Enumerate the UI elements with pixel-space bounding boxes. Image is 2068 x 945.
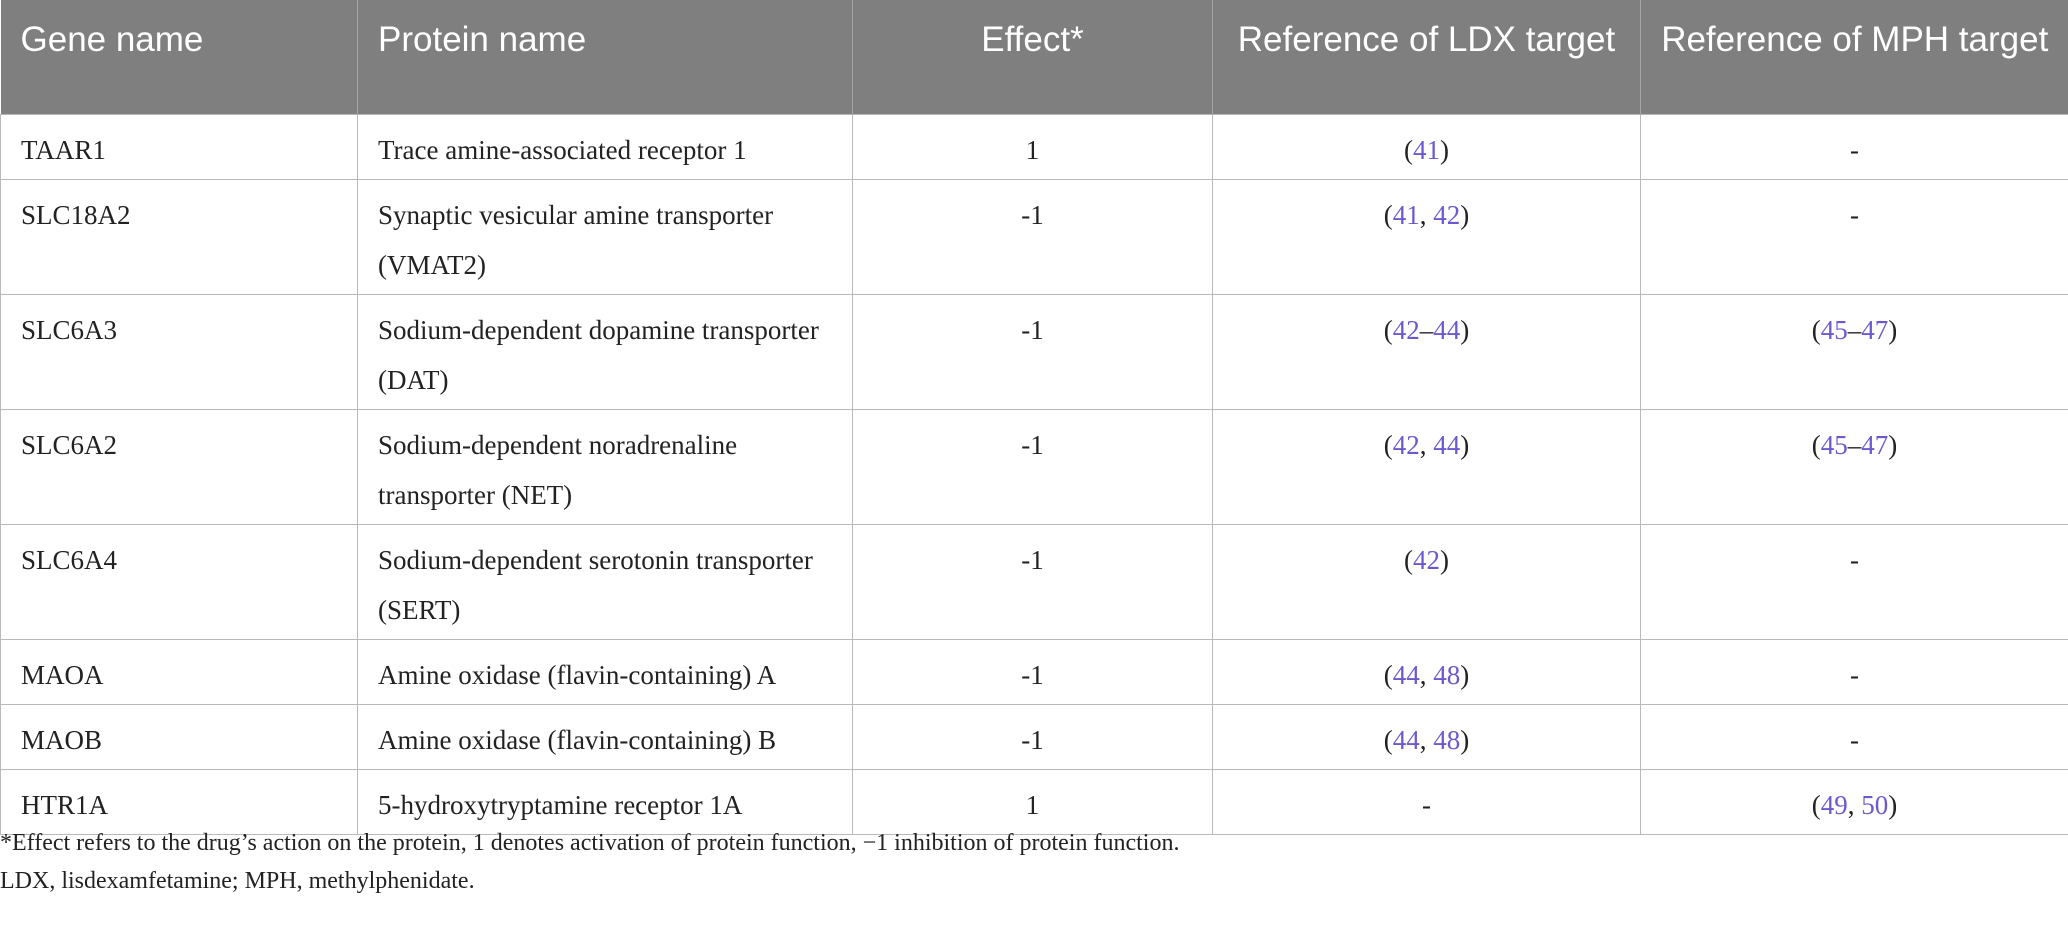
ldx-reference-cell: (44, 48): [1213, 704, 1641, 769]
reference-link[interactable]: 44: [1433, 314, 1461, 345]
protein-cell: Sodium-dependent dopamine transporter (DAT): [358, 294, 853, 409]
protein-cell: Amine oxidase (flavin-containing) A: [358, 639, 853, 704]
header-row: [1, 0, 2068, 114]
mph-reference-cell: -: [1641, 114, 2068, 179]
abbreviations-footnote: LDX, lisdexamfetamine; MPH, methylphenidate.: [0, 868, 475, 894]
header-gene-name: Gene name: [1, 0, 358, 114]
gene-cell: SLC6A4: [1, 524, 358, 639]
reference-link[interactable]: 47: [1861, 314, 1889, 345]
mph-reference-cell: (45–47): [1641, 294, 2068, 409]
table-footnotes: [0, 824, 1179, 900]
mph-reference-cell: (45–47): [1641, 409, 2068, 524]
ldx-reference-cell: (41, 42): [1213, 179, 1641, 294]
mph-reference-cell: -: [1641, 639, 2068, 704]
effect-cell: 1: [853, 769, 1213, 834]
mph-reference-cell: -: [1641, 704, 2068, 769]
effect-cell: -1: [853, 704, 1213, 769]
reference-link[interactable]: 44: [1392, 724, 1420, 755]
effect-cell: -1: [853, 524, 1213, 639]
effect-footnote: *Effect refers to the drug’s action on the protein, 1 denotes activation of protein function, −1 inhibition of protein function.: [0, 830, 1180, 856]
reference-link[interactable]: 44: [1433, 429, 1461, 460]
reference-link[interactable]: 45: [1820, 429, 1848, 460]
mph-reference-cell: (49, 50): [1641, 769, 2068, 834]
reference-link[interactable]: 42: [1413, 544, 1440, 575]
table-header: [1, 0, 2068, 114]
protein-cell: Sodium-dependent noradrenaline transporter (NET): [358, 409, 853, 524]
ldx-reference-cell: (44, 48): [1213, 639, 1641, 704]
header-effect: Effect*: [853, 0, 1213, 114]
table-row: [1, 524, 2068, 639]
protein-cell: Sodium-dependent serotonin transporter (SERT): [358, 524, 853, 639]
reference-link[interactable]: 42: [1392, 429, 1420, 460]
effect-cell: -1: [853, 409, 1213, 524]
effect-cell: -1: [853, 639, 1213, 704]
reference-link[interactable]: 47: [1861, 429, 1889, 460]
protein-cell: Trace amine-associated receptor 1: [358, 114, 853, 179]
reference-link[interactable]: 41: [1413, 134, 1440, 165]
reference-link[interactable]: 48: [1433, 724, 1461, 755]
table-row: [1, 409, 2068, 524]
table-body: [1, 114, 2068, 834]
gene-cell: SLC6A2: [1, 409, 358, 524]
reference-link[interactable]: 48: [1433, 659, 1461, 690]
reference-link[interactable]: 42: [1433, 199, 1461, 230]
gene-cell: HTR1A: [1, 769, 358, 834]
table-row: [1, 704, 2068, 769]
ldx-reference-cell: (41): [1213, 114, 1641, 179]
protein-cell: Amine oxidase (flavin-containing) B: [358, 704, 853, 769]
mph-reference-cell: -: [1641, 524, 2068, 639]
gene-cell: SLC18A2: [1, 179, 358, 294]
reference-link[interactable]: 50: [1861, 789, 1889, 820]
reference-link[interactable]: 41: [1392, 199, 1420, 230]
table-row: [1, 179, 2068, 294]
header-ldx-reference: Reference of LDX target: [1213, 0, 1641, 114]
effect-cell: -1: [853, 294, 1213, 409]
header-mph-reference: Reference of MPH target: [1641, 0, 2068, 114]
effect-cell: 1: [853, 114, 1213, 179]
ldx-reference-cell: (42, 44): [1213, 409, 1641, 524]
gene-cell: MAOA: [1, 639, 358, 704]
protein-cell: Synaptic vesicular amine transporter (VMAT2): [358, 179, 853, 294]
reference-link[interactable]: 44: [1392, 659, 1420, 690]
table-row: [1, 639, 2068, 704]
reference-link[interactable]: 49: [1820, 789, 1848, 820]
protein-cell: 5-hydroxytryptamine receptor 1A: [358, 769, 853, 834]
table-row: [1, 294, 2068, 409]
gene-cell: SLC6A3: [1, 294, 358, 409]
gene-cell: MAOB: [1, 704, 358, 769]
mph-reference-cell: -: [1641, 179, 2068, 294]
effect-cell: -1: [853, 179, 1213, 294]
ldx-reference-cell: (42): [1213, 524, 1641, 639]
ldx-reference-cell: -: [1213, 769, 1641, 834]
reference-link[interactable]: 45: [1820, 314, 1848, 345]
gene-cell: TAAR1: [1, 114, 358, 179]
table-row: [1, 114, 2068, 179]
ldx-reference-cell: (42–44): [1213, 294, 1641, 409]
reference-link[interactable]: 42: [1392, 314, 1420, 345]
header-protein-name: Protein name: [358, 0, 853, 114]
